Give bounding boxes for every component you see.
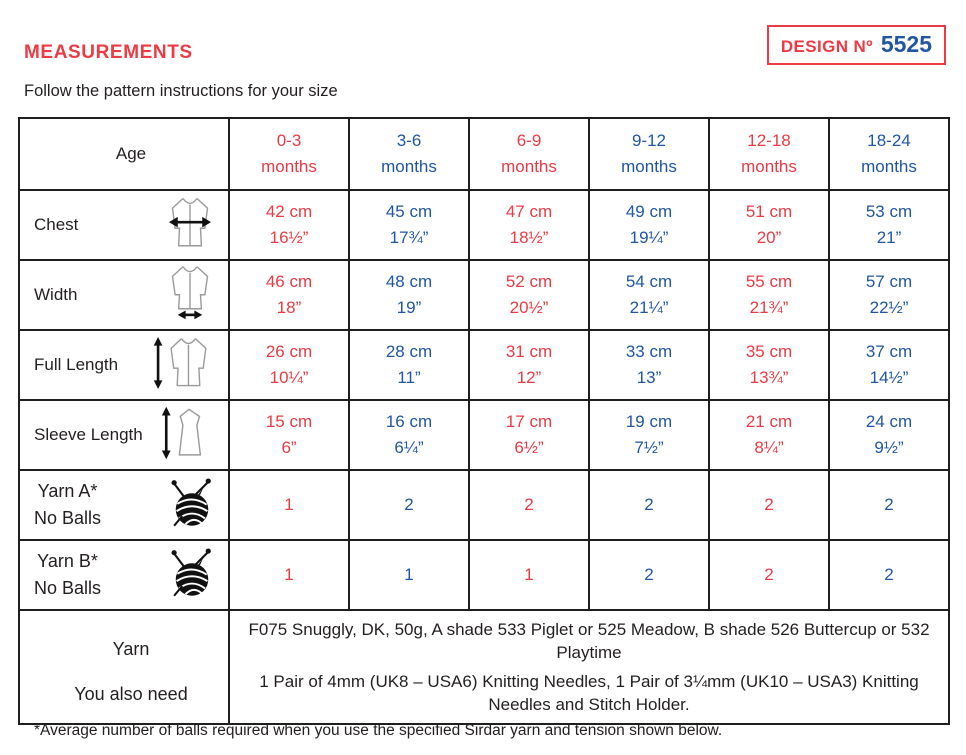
- col-header-6-9: [469, 118, 589, 190]
- age-range: 0-3: [276, 130, 302, 150]
- yarn-a-count: 1: [229, 470, 349, 540]
- full-length-row: [19, 330, 949, 400]
- value-cm: 52 cm: [505, 271, 553, 291]
- cardigan-hem-width-icon: [162, 265, 218, 326]
- value-in: 20”: [756, 228, 782, 247]
- width-value: [229, 260, 349, 330]
- age-unit: months: [501, 157, 557, 176]
- value-in: 19”: [396, 298, 422, 317]
- yarn-a-count: 2: [349, 470, 469, 540]
- sleeve-length-label-cell: [19, 400, 229, 470]
- cardigan-chest-width-icon: [162, 195, 218, 256]
- sleeve-length-icon: [160, 405, 218, 466]
- value-cm: 54 cm: [625, 271, 673, 291]
- value-cm: 48 cm: [385, 271, 433, 291]
- sleeve-length-label: Sleeve Length: [34, 425, 143, 444]
- age-header-row: [19, 118, 949, 190]
- value-cm: 35 cm: [745, 341, 793, 361]
- value-in: 7½”: [634, 438, 664, 457]
- full-length-value: [349, 330, 469, 400]
- width-value: [349, 260, 469, 330]
- page-title: MEASUREMENTS: [24, 42, 193, 63]
- sleeve-length-row: [19, 400, 949, 470]
- value-cm: 55 cm: [745, 271, 793, 291]
- full-length-value: [829, 330, 949, 400]
- sleeve-length-value: [469, 400, 589, 470]
- age-unit: months: [741, 157, 797, 176]
- yarn-a-count: 2: [469, 470, 589, 540]
- value-in: 13”: [636, 368, 662, 387]
- design-number-value: 5525: [880, 31, 932, 57]
- value-in: 6”: [281, 438, 297, 457]
- chest-value: [469, 190, 589, 260]
- width-value: [589, 260, 709, 330]
- age-label: Age: [19, 118, 229, 190]
- you-also-need-label: You also need: [74, 683, 188, 704]
- chest-value: [589, 190, 709, 260]
- design-number-label: DESIGN Nº: [780, 37, 873, 56]
- age-range: 3-6: [396, 130, 422, 150]
- yarn-a-label-line1: Yarn A*: [37, 481, 98, 501]
- width-label: Width: [34, 285, 78, 304]
- value-in: 18½”: [509, 228, 549, 247]
- measurements-table: [18, 117, 950, 725]
- value-cm: 47 cm: [505, 201, 553, 221]
- yarn-a-label-line2: No Balls: [34, 508, 102, 528]
- value-cm: 28 cm: [385, 341, 433, 361]
- age-range: 12-18: [747, 130, 791, 150]
- value-cm: 26 cm: [265, 341, 313, 361]
- col-header-9-12: [589, 118, 709, 190]
- chest-label-cell: [19, 190, 229, 260]
- yarn-b-count: 2: [589, 540, 709, 610]
- col-header-0-3: [229, 118, 349, 190]
- value-cm: 46 cm: [265, 271, 313, 291]
- age-range: 9-12: [631, 130, 667, 150]
- value-in: 21”: [876, 228, 902, 247]
- age-range: 6-9: [516, 130, 542, 150]
- value-cm: 49 cm: [625, 201, 673, 221]
- value-in: 19¼”: [629, 228, 669, 247]
- full-length-label-cell: [19, 330, 229, 400]
- age-range: 18-24: [867, 130, 911, 150]
- width-label-cell: [19, 260, 229, 330]
- sleeve-length-value: [349, 400, 469, 470]
- value-cm: 37 cm: [865, 341, 913, 361]
- age-unit: months: [381, 157, 437, 176]
- value-in: 11”: [397, 368, 421, 387]
- yarn-b-label: [34, 548, 101, 602]
- value-cm: 24 cm: [865, 411, 913, 431]
- full-length-value: [709, 330, 829, 400]
- age-unit: months: [621, 157, 677, 176]
- value-cm: 31 cm: [505, 341, 553, 361]
- value-cm: 53 cm: [865, 201, 913, 221]
- yarn-b-count: 1: [229, 540, 349, 610]
- chest-value: [709, 190, 829, 260]
- yarn-label: Yarn: [112, 638, 150, 659]
- value-cm: 33 cm: [625, 341, 673, 361]
- full-length-value: [229, 330, 349, 400]
- value-cm: 16 cm: [385, 411, 433, 431]
- yarn-b-count: 1: [469, 540, 589, 610]
- value-cm: 57 cm: [865, 271, 913, 291]
- chest-label: Chest: [34, 215, 79, 234]
- yarn-requirements-text-cell: [229, 610, 949, 724]
- yarn-b-count: 2: [829, 540, 949, 610]
- age-unit: months: [861, 157, 917, 176]
- yarn-b-label-line1: Yarn B*: [37, 551, 98, 571]
- value-in: 20½”: [509, 298, 549, 317]
- value-in: 6¼”: [394, 438, 424, 457]
- yarn-spec-text: F075 Snuggly, DK, 50g, A shade 533 Piglet or 525 Meadow, B shade 526 Buttercup or 532 Playtime: [248, 620, 930, 662]
- value-cm: 17 cm: [505, 411, 553, 431]
- value-in: 9½”: [874, 438, 904, 457]
- value-in: 22½”: [869, 298, 909, 317]
- width-value: [829, 260, 949, 330]
- sleeve-length-value: [589, 400, 709, 470]
- value-in: 10¼”: [269, 368, 309, 387]
- yarn-a-count: 2: [589, 470, 709, 540]
- full-length-value: [589, 330, 709, 400]
- instructions-subtitle: Follow the pattern instructions for your size: [24, 82, 338, 100]
- value-in: 21¾”: [749, 298, 789, 317]
- chest-value: [829, 190, 949, 260]
- needles-spec-text: 1 Pair of 4mm (UK8 – USA6) Knitting Needles, 1 Pair of 3¼mm (UK10 – USA3) Knitting Needles and Stitch Holder.: [259, 671, 919, 714]
- yarn-ball-icon: [166, 477, 218, 534]
- value-in: 8¼”: [754, 438, 784, 457]
- col-header-18-24: [829, 118, 949, 190]
- value-cm: 45 cm: [385, 201, 433, 221]
- yarn-b-row: [19, 540, 949, 610]
- full-length-label: Full Length: [34, 355, 119, 374]
- chest-value: [229, 190, 349, 260]
- width-value: [709, 260, 829, 330]
- design-number-box: [767, 25, 946, 65]
- value-in: 6½”: [514, 438, 544, 457]
- yarn-a-row: [19, 470, 949, 540]
- col-header-12-18: [709, 118, 829, 190]
- yarn-b-label-cell: [19, 540, 229, 610]
- yarn-ball-icon: [166, 547, 218, 604]
- sleeve-length-value: [709, 400, 829, 470]
- yarn-b-label-line2: No Balls: [34, 578, 102, 598]
- value-in: 12”: [516, 368, 542, 387]
- value-in: 14½”: [869, 368, 909, 387]
- yarn-b-count: 2: [709, 540, 829, 610]
- average-balls-footnote: *Average number of balls required when you use the specified Sirdar yarn and tension shown below.: [34, 722, 723, 739]
- value-cm: 15 cm: [265, 411, 313, 431]
- yarn-requirements-label-cell: [19, 610, 229, 724]
- col-header-3-6: [349, 118, 469, 190]
- width-value: [469, 260, 589, 330]
- chest-row: [19, 190, 949, 260]
- width-row: [19, 260, 949, 330]
- chest-value: [349, 190, 469, 260]
- value-cm: 19 cm: [625, 411, 673, 431]
- sleeve-length-value: [229, 400, 349, 470]
- yarn-a-count: 2: [709, 470, 829, 540]
- value-in: 17¾”: [389, 228, 429, 247]
- yarn-requirements-row: [19, 610, 949, 724]
- value-in: 13¾”: [749, 368, 789, 387]
- value-in: 21¼”: [629, 298, 669, 317]
- full-length-value: [469, 330, 589, 400]
- yarn-a-count: 2: [829, 470, 949, 540]
- age-unit: months: [261, 157, 317, 176]
- yarn-a-label: [34, 478, 101, 532]
- yarn-b-count: 1: [349, 540, 469, 610]
- cardigan-length-icon: [152, 335, 218, 396]
- sleeve-length-value: [829, 400, 949, 470]
- yarn-a-label-cell: [19, 470, 229, 540]
- value-in: 18”: [276, 298, 302, 317]
- value-cm: 51 cm: [745, 201, 793, 221]
- value-cm: 21 cm: [745, 411, 793, 431]
- value-cm: 42 cm: [265, 201, 313, 221]
- value-in: 16½”: [269, 228, 309, 247]
